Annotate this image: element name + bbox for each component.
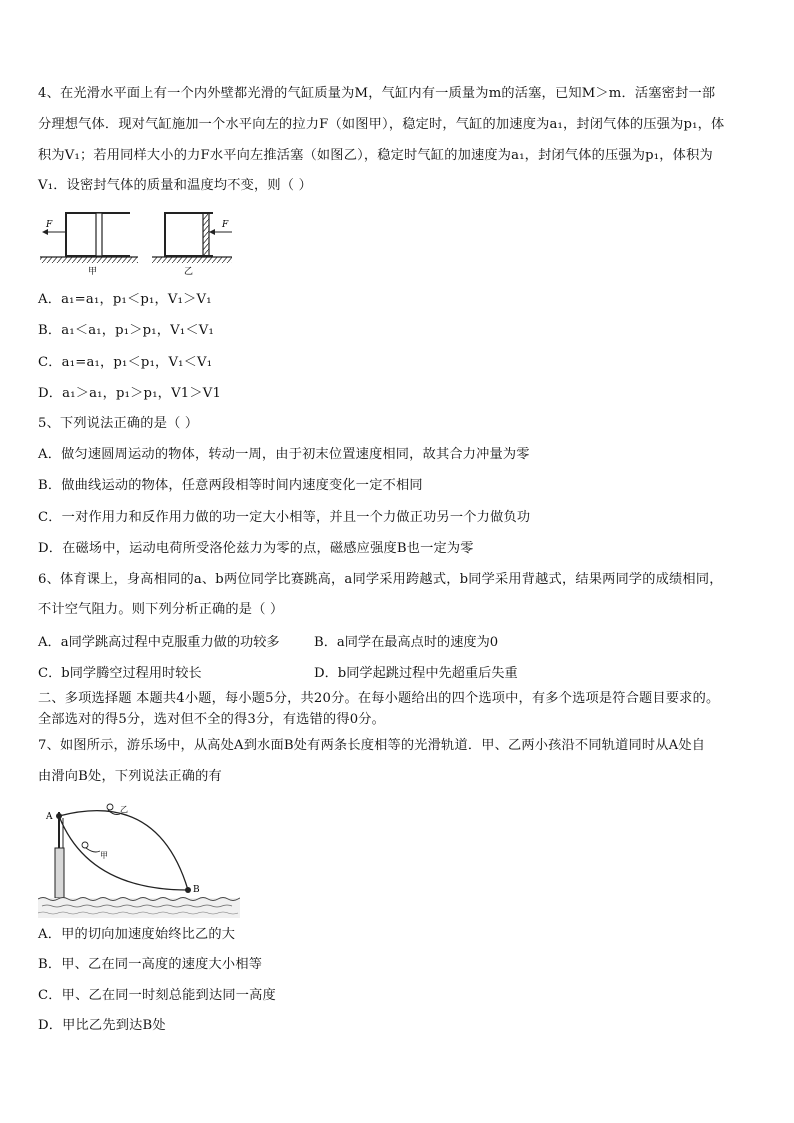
q6-option-a: A．a同学跳高过程中克服重力做的功较多 — [38, 635, 280, 650]
track-jia-label: 甲 — [100, 851, 108, 860]
q4-option-a: A．a₁=a₁，p₁＜p₁，V₁＞V₁ — [38, 292, 212, 307]
q7-slide-figure — [38, 800, 240, 918]
point-b-label: B — [193, 885, 200, 895]
child-jia — [82, 842, 100, 852]
q5-option-c: C．一对作用力和反作用力做的功一定大小相等，并且一个力做正功另一个力做负功 — [38, 510, 531, 525]
q7-option-a: A．甲的切向加速度始终比乙的大 — [38, 927, 236, 942]
q4-option-d: D．a₁＞a₁，p₁＞p₁，V1＞V1 — [38, 386, 222, 401]
q4-stem-line-3: 积为V₁；若用同样大小的力F水平向左推活塞（如图乙），稳定时气缸的加速度为a₁，封闭气体的压强为p₁，体积为 — [38, 148, 713, 163]
q7-stem-line-2: 由滑向B处，下列说法正确的有 — [38, 769, 222, 784]
q6-option-c: C．b同学腾空过程用时较长 — [38, 666, 202, 681]
q4-stem-line-2: 分理想气体．现对气缸施加一个水平向左的拉力F（如图甲），稳定时，气缸的加速度为a₁，封闭气体的压强为p₁，体 — [38, 117, 725, 132]
label-yi: 乙 — [184, 267, 194, 276]
track-jia — [59, 816, 188, 890]
track-yi — [59, 811, 188, 890]
q4-stem-line-1: 4、在光滑水平面上有一个内外壁都光滑的气缸质量为M，气缸内有一质量为m的活塞，已知M＞m．活塞密封一部 — [38, 86, 716, 101]
track-yi-label: 乙 — [120, 805, 128, 814]
label-jia: 甲 — [88, 267, 98, 276]
figure-jia — [40, 213, 138, 276]
q6-stem-line-2: 不计空气阻力。则下列分析正确的是（ ） — [38, 602, 284, 617]
figure-yi — [152, 213, 232, 276]
q5-option-a: A．做匀速圆周运动的物体，转动一周，由于初末位置速度相同，故其合力冲量为零 — [38, 447, 530, 462]
q4-option-b: B．a₁＜a₁，p₁＞p₁，V₁＜V₁ — [38, 323, 214, 338]
force-label-jia: F — [46, 220, 53, 230]
point-a-label: A — [46, 812, 53, 822]
water — [38, 898, 240, 919]
q7-option-d: D．甲比乙先到达B处 — [38, 1018, 166, 1033]
section2-header-line-1: 二、多项选择题 本题共4小题，每小题5分，共20分。在每小题给出的四个选项中，有多个选项是符合题目要求的。 — [38, 691, 720, 706]
q4-option-c: C．a₁=a₁，p₁＜p₁，V₁＜V₁ — [38, 355, 213, 370]
q4-cylinder-figure — [38, 208, 238, 276]
q7-stem-line-1: 7、如图所示，游乐场中，从高处A到水面B处有两条长度相等的光滑轨道．甲、乙两小孩沿不同轨道同时从A处自 — [38, 738, 706, 753]
q5-option-d: D．在磁场中，运动电荷所受洛伦兹力为零的点，磁感应强度B也一定为零 — [38, 541, 474, 556]
q7-option-c: C．甲、乙在同一时刻总能到达同一高度 — [38, 988, 276, 1003]
q6-stem-line-1: 6、体育课上，身高相同的a、b两位同学比赛跳高，a同学采用跨越式，b同学采用背越式，结果两同学的成绩相同， — [38, 572, 723, 587]
force-label-yi: F — [222, 220, 229, 230]
q4-stem-line-4: V₁．设密封气体的质量和温度均不变，则（ ） — [38, 178, 312, 193]
q7-option-b: B．甲、乙在同一高度的速度大小相等 — [38, 957, 263, 972]
q6-option-b: B．a同学在最高点时的速度为0 — [314, 635, 499, 650]
q5-option-b: B．做曲线运动的物体，任意两段相等时间内速度变化一定不相同 — [38, 478, 423, 493]
q5-stem: 5、下列说法正确的是（ ） — [38, 416, 199, 431]
section2-header-line-2: 全部选对的得5分，选对但不全的得3分，有选错的得0分。 — [38, 712, 386, 727]
q6-option-d: D．b同学起跳过程中先超重后失重 — [314, 666, 518, 681]
